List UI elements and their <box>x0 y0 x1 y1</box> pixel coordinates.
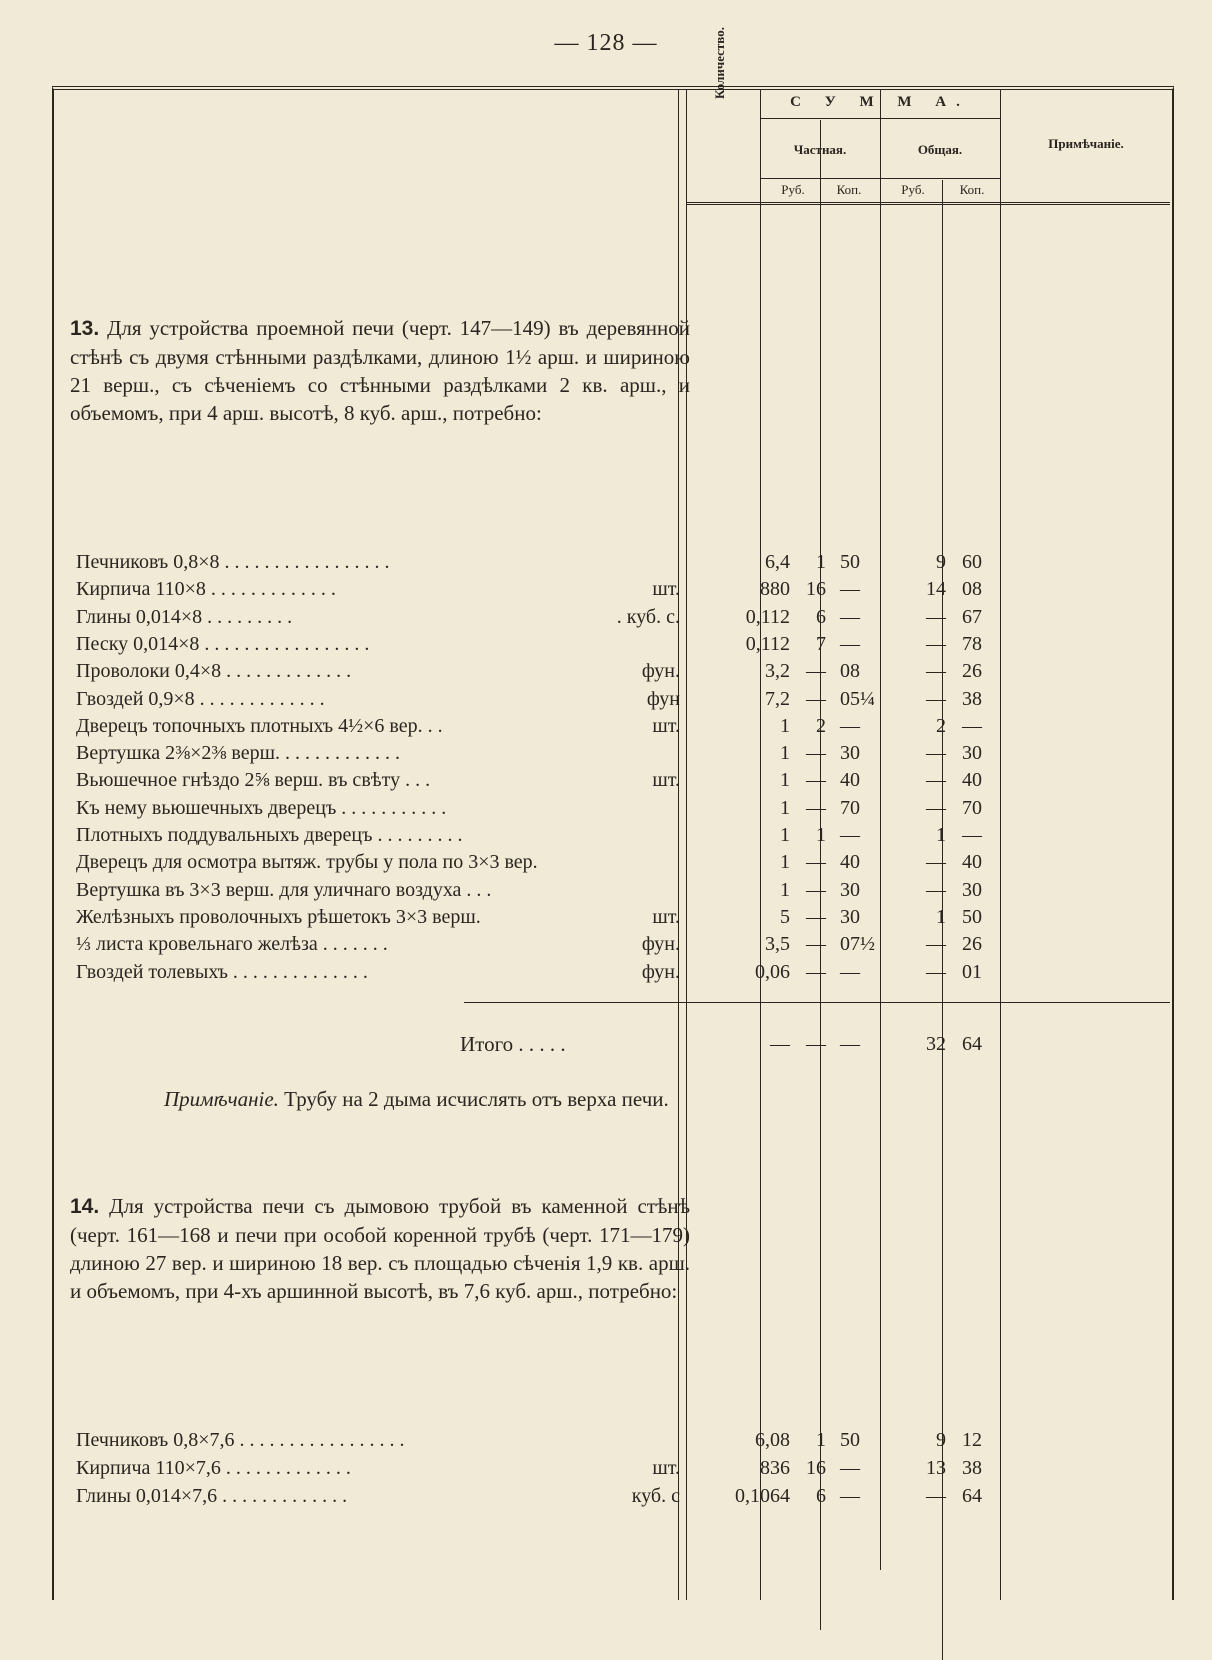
cell-tr: — <box>926 851 946 874</box>
cell-unit: . куб. с. <box>616 605 680 628</box>
cell-tr: — <box>926 960 946 983</box>
cell-name: Вьюшечное гнѣздо 2⅝ верш. въ свѣту . . . <box>76 769 431 792</box>
cell-tr: — <box>926 660 946 683</box>
cell-tk: 67 <box>962 605 982 628</box>
quantity-header: Количество. <box>712 27 727 99</box>
cell-unit: фун. <box>641 660 680 683</box>
cell-tr: — <box>926 687 946 710</box>
table-row <box>0 930 1212 958</box>
cell-qty: 6,4 <box>765 551 790 573</box>
cell-qty: 1 <box>780 714 790 737</box>
cell-tk: 30 <box>962 878 982 901</box>
table-row <box>0 548 1212 576</box>
total-rub: 32 <box>926 1033 946 1055</box>
table-row <box>0 794 1212 822</box>
cell-tr: — <box>926 1485 946 1507</box>
cell-pk: 05¼ <box>840 687 875 710</box>
cell-pr: 1 <box>816 824 826 846</box>
cell-pk: 40 <box>840 769 860 792</box>
table-row <box>0 712 1212 740</box>
cell-tr: 1 <box>936 905 946 928</box>
cell-unit: шт. <box>652 769 680 792</box>
divider <box>760 118 1000 119</box>
cell-unit: куб. с <box>631 1485 680 1507</box>
total-header: Общая. <box>917 142 963 157</box>
cell-qty: 880 <box>760 578 790 601</box>
cell-name: Къ нему вьюшечныхъ дверецъ . . . . . . . . . . . <box>76 796 447 819</box>
table-row <box>0 575 1212 603</box>
cell-qty: 1 <box>780 851 790 874</box>
cell-tk: 50 <box>962 905 982 928</box>
cell-qty: 3,2 <box>765 660 790 683</box>
cell-qty: 6,08 <box>755 1429 790 1451</box>
cell-pr: — <box>806 687 826 710</box>
cell-qty: 0,112 <box>745 605 790 628</box>
partial-header: Частная. <box>793 142 847 157</box>
cell-tk: 70 <box>962 796 982 819</box>
cell-tk: 40 <box>962 851 982 874</box>
table-row <box>0 739 1212 767</box>
cell-tr: 1 <box>936 824 946 846</box>
cell-pk: 30 <box>840 742 860 765</box>
cell-tk: — <box>962 824 982 846</box>
cell-pr: — <box>806 851 826 874</box>
kop-header: Коп. <box>836 182 862 197</box>
table-row <box>0 1426 1212 1454</box>
total-partial-rub: — <box>806 1033 826 1055</box>
cell-tr: — <box>926 878 946 901</box>
cell-name: Песку 0,014×8 . . . . . . . . . . . . . . . . . <box>76 632 370 655</box>
cell-tr: 9 <box>936 551 946 573</box>
cell-tr: 13 <box>926 1457 946 1479</box>
cell-pr: 7 <box>816 632 826 655</box>
cell-pk: — <box>840 824 860 846</box>
cell-pr: — <box>806 878 826 901</box>
cell-pk: — <box>840 1485 860 1507</box>
cell-unit: шт. <box>652 1457 680 1479</box>
section-number: 13. <box>70 317 100 340</box>
cell-pk: 08 <box>840 660 860 683</box>
table-row <box>0 903 1212 931</box>
cell-name: ⅓ листа кровельнаго желѣза . . . . . . . <box>76 933 388 956</box>
sum-header: С У М М А. <box>790 94 970 110</box>
cell-pk: 30 <box>840 878 860 901</box>
cell-unit: фун <box>646 687 680 710</box>
cell-tr: — <box>926 605 946 628</box>
cell-qty: 1 <box>780 824 790 846</box>
cell-name: Дверецъ для осмотра вытяж. трубы у пола по 3×3 вер. <box>76 851 538 874</box>
cell-tk: 40 <box>962 769 982 792</box>
cell-name: Плотныхъ поддувальныхъ дверецъ . . . . . . . . . <box>76 824 463 846</box>
cell-tk: 01 <box>962 960 982 983</box>
cell-qty: 0,112 <box>745 632 790 655</box>
cell-tr: — <box>926 933 946 956</box>
cell-qty: 7,2 <box>765 687 790 710</box>
cell-pk: 70 <box>840 796 860 819</box>
cell-tr: — <box>926 632 946 655</box>
cell-name: Вертушка въ 3×3 верш. для уличнаго воздуха . . . <box>76 878 492 901</box>
total-label: Итого . . . . . <box>460 1032 566 1056</box>
kop-header: Коп. <box>959 182 985 197</box>
cell-pr: 1 <box>816 1429 826 1451</box>
cell-name: Дверецъ топочныхъ плотныхъ 4½×6 вер. . . <box>76 714 443 737</box>
cell-tk: — <box>962 714 982 737</box>
cell-pr: 16 <box>806 578 826 601</box>
cell-qty: 0,1064 <box>735 1485 790 1507</box>
cell-name: Гвоздей 0,9×8 . . . . . . . . . . . . . <box>76 687 325 710</box>
section-number: 14. <box>70 1195 100 1218</box>
cell-pk: 50 <box>840 1429 860 1451</box>
section-text: Для устройства печи съ дымовою трубой въ каменной стѣнѣ (черт. 161—168 и печи при особой коренной трубѣ (черт. 171—179) длиною 27 вер. и шириною 18 вер. съ площадью сѣченія 1,9 кв. арш. и объемомъ, при 4-хъ аршинной высотѣ, въ 7,6 куб. арш., потребно: <box>70 1194 690 1303</box>
cell-name: Проволоки 0,4×8 . . . . . . . . . . . . . <box>76 660 352 683</box>
cell-qty: 836 <box>760 1457 790 1479</box>
cell-unit: шт. <box>652 578 680 601</box>
page-number: — 128 — <box>554 30 658 56</box>
cell-pr: — <box>806 960 826 983</box>
cell-tk: 38 <box>962 687 982 710</box>
table-row <box>0 630 1212 658</box>
table-row <box>0 821 1212 849</box>
cell-name: Вертушка 2⅜×2⅜ верш. . . . . . . . . . . . . <box>76 742 401 765</box>
cell-name: Гвоздей толевыхъ . . . . . . . . . . . . . . <box>76 960 368 983</box>
cell-pr: 16 <box>806 1457 826 1479</box>
total-qty: — <box>770 1033 790 1055</box>
cell-pr: 6 <box>816 605 826 628</box>
cell-tk: 26 <box>962 660 982 683</box>
cell-name: Кирпича 110×7,6 . . . . . . . . . . . . . <box>76 1457 351 1479</box>
cell-pk: — <box>840 632 860 655</box>
cell-tk: 08 <box>962 578 982 601</box>
cell-pk: 30 <box>840 905 860 928</box>
note-header: Примѣчаніе. <box>1048 136 1124 151</box>
cell-tr: — <box>926 742 946 765</box>
cell-pr: — <box>806 933 826 956</box>
cell-qty: 5 <box>780 905 790 928</box>
divider <box>686 202 1170 205</box>
cell-tk: 64 <box>962 1485 982 1507</box>
cell-pr: — <box>806 742 826 765</box>
cell-qty: 3,5 <box>765 933 790 956</box>
cell-pk: — <box>840 960 860 983</box>
cell-name: Глины 0,014×8 . . . . . . . . . <box>76 605 293 628</box>
divider <box>464 1002 1170 1003</box>
cell-qty: 1 <box>780 769 790 792</box>
cell-pk: — <box>840 605 860 628</box>
cell-unit: фун. <box>641 933 680 956</box>
table-row <box>0 685 1212 713</box>
cell-pr: 1 <box>816 551 826 573</box>
cell-qty: 1 <box>780 742 790 765</box>
cell-name: Желѣзныхъ проволочныхъ рѣшетокъ 3×3 верш. <box>76 905 481 928</box>
table-row <box>0 603 1212 631</box>
cell-tr: — <box>926 796 946 819</box>
cell-unit: фун. <box>641 960 680 983</box>
cell-unit: шт. <box>652 714 680 737</box>
rub-header: Руб. <box>901 182 925 197</box>
total-partial-kop: — <box>840 1033 860 1055</box>
note <box>108 1084 690 1114</box>
table-row <box>0 766 1212 794</box>
table-row <box>0 958 1212 986</box>
note-label: Примѣчаніе. <box>164 1087 279 1111</box>
rub-header: Руб. <box>781 182 805 197</box>
cell-name: Печниковъ 0,8×8 . . . . . . . . . . . . . . . . . <box>76 551 390 573</box>
cell-tr: 14 <box>926 578 946 601</box>
table-row <box>0 848 1212 876</box>
cell-pr: 6 <box>816 1485 826 1507</box>
cell-pr: 2 <box>816 714 826 737</box>
cell-name: Печниковъ 0,8×7,6 . . . . . . . . . . . . . . . . . <box>76 1429 405 1451</box>
cell-pk: — <box>840 1457 860 1479</box>
cell-tr: — <box>926 769 946 792</box>
cell-tk: 38 <box>962 1457 982 1479</box>
table-row <box>0 1454 1212 1482</box>
section-text: Для устройства проемной печи (черт. 147—149) въ деревянной стѣнѣ съ двумя стѣнными раздѣлками, длиною 1½ арш. и шириною 21 верш., съ сѣченіемъ со стѣнными раздѣлками 2 кв. арш., и объемомъ, при 4 арш. высотѣ, 8 куб. арш., потребно: <box>70 316 690 425</box>
cell-qty: 1 <box>780 878 790 901</box>
cell-pr: — <box>806 769 826 792</box>
cell-tk: 26 <box>962 933 982 956</box>
total-row <box>0 1030 1212 1058</box>
table-row <box>0 1482 1212 1510</box>
cell-pk: 40 <box>840 851 860 874</box>
cell-tr: 2 <box>936 714 946 737</box>
cell-pr: — <box>806 660 826 683</box>
cell-pk: 50 <box>840 551 860 573</box>
cell-tr: 9 <box>936 1429 946 1451</box>
cell-pk: — <box>840 714 860 737</box>
cell-qty: 0,06 <box>755 960 790 983</box>
cell-pk: — <box>840 578 860 601</box>
divider <box>760 178 1000 179</box>
cell-unit: шт. <box>652 905 680 928</box>
total-kop: 64 <box>962 1033 982 1055</box>
cell-pr: — <box>806 905 826 928</box>
table-row <box>0 657 1212 685</box>
cell-qty: 1 <box>780 796 790 819</box>
table-row <box>0 876 1212 904</box>
cell-name: Глины 0,014×7,6 . . . . . . . . . . . . . <box>76 1485 348 1507</box>
cell-tk: 60 <box>962 551 982 573</box>
section-13-heading <box>70 314 690 427</box>
cell-name: Кирпича 110×8 . . . . . . . . . . . . . <box>76 578 336 601</box>
cell-tk: 30 <box>962 742 982 765</box>
section-14-heading <box>70 1192 690 1305</box>
cell-tk: 78 <box>962 632 982 655</box>
note-text: Трубу на 2 дыма исчислять отъ верха печи. <box>284 1087 669 1111</box>
cell-tk: 12 <box>962 1429 982 1451</box>
cell-pr: — <box>806 796 826 819</box>
cell-pk: 07½ <box>840 933 875 956</box>
